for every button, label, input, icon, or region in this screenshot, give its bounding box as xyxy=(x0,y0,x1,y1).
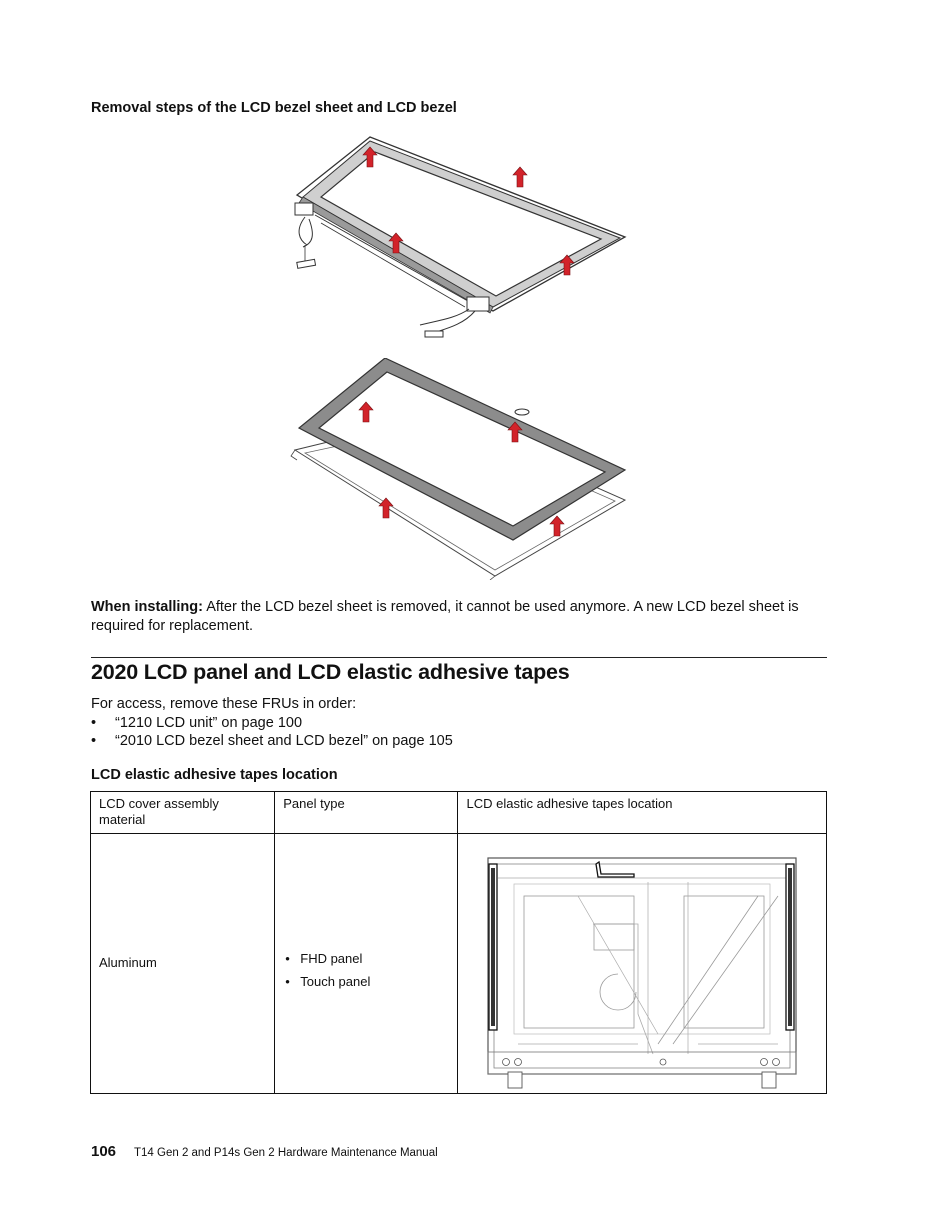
access-link-bezel[interactable]: “2010 LCD bezel sheet and LCD bezel” on page 105 xyxy=(115,733,453,749)
table-header-cell xyxy=(91,792,275,834)
manual-title: T14 Gen 2 and P14s Gen 2 Hardware Maintenance Manual xyxy=(134,1147,438,1159)
table-cell xyxy=(91,834,275,1094)
section-heading: Removal steps of the LCD bezel sheet and LCD bezel xyxy=(91,100,457,116)
bezel-removal-figure xyxy=(285,358,645,580)
tapes-location-diagram xyxy=(458,834,824,1090)
access-list xyxy=(91,695,453,751)
header-tapes-location: LCD elastic adhesive tapes location xyxy=(466,796,673,811)
table-header-cell xyxy=(275,792,458,834)
bullet-marker: • xyxy=(91,733,97,749)
table-cell xyxy=(458,834,827,1094)
access-intro: For access, remove these FRUs in order: xyxy=(91,696,357,712)
tapes-table xyxy=(90,791,827,1094)
panel-type-list xyxy=(275,834,457,993)
list-item xyxy=(285,970,457,993)
chapter-title: 2020 LCD panel and LCD elastic adhesive tapes xyxy=(91,660,570,684)
access-item xyxy=(91,732,453,751)
table-row xyxy=(91,834,827,1094)
chapter-divider xyxy=(91,657,827,658)
bullet-marker: • xyxy=(285,974,290,989)
install-note-text: After the LCD bezel sheet is removed, it cannot be used anymore. A new LCD bezel sheet is required for replacement. xyxy=(91,599,799,634)
access-link-lcd-unit[interactable]: “1210 LCD unit” on page 100 xyxy=(115,714,303,731)
install-note-label: When installing: xyxy=(91,599,203,615)
material-value: Aluminum xyxy=(99,955,157,970)
header-panel-type: Panel type xyxy=(283,796,345,811)
table-header-cell xyxy=(458,792,827,834)
panel-type-fhd: FHD panel xyxy=(300,951,363,966)
table-cell xyxy=(275,834,458,1094)
bullet-marker: • xyxy=(285,951,290,966)
bullet-marker: • xyxy=(91,714,97,731)
tapes-section-heading: LCD elastic adhesive tapes location xyxy=(91,767,338,783)
access-item xyxy=(91,714,453,733)
page-number: 106 xyxy=(91,1143,117,1160)
table-header-row xyxy=(91,792,827,834)
list-item xyxy=(285,947,457,970)
install-note xyxy=(91,598,831,636)
bezel-sheet-removal-figure xyxy=(285,135,645,345)
panel-type-touch: Touch panel xyxy=(300,974,371,989)
header-material: LCD cover assembly material xyxy=(99,796,219,827)
